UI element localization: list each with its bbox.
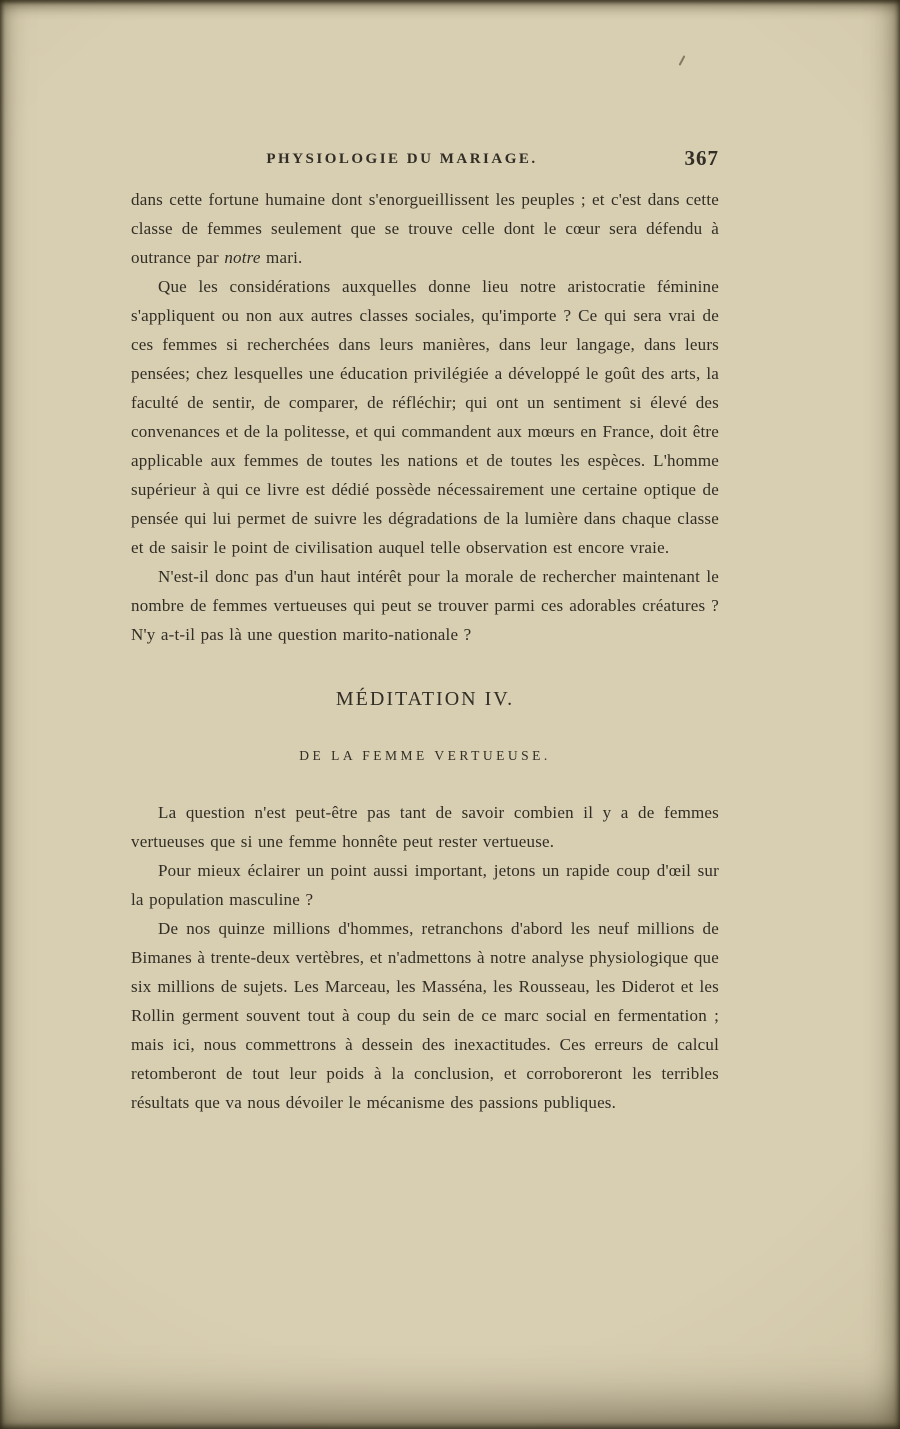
paragraph: N'est-il donc pas d'un haut intérêt pour la morale de rechercher maintenant le nombre de femmes vertueuses qui peut se trouver parmi ces adorables créatures ? N'y a-t-il pas là une question marito-nationale ? xyxy=(131,567,719,644)
page-header xyxy=(131,146,719,176)
paragraph-text: mari. xyxy=(260,248,303,267)
paragraph: Pour mieux éclairer un point aussi important, jetons un rapide coup d'œil sur la population masculine ? xyxy=(131,861,719,909)
paragraph: La question n'est peut-être pas tant de savoir combien il y a de femmes vertueuses que si une femme honnête peut rester vertueuse. xyxy=(131,803,719,851)
paragraph: Que les considérations auxquelles donne lieu notre aristocratie féminine s'appliquent ou non aux autres classes sociales, qu'importe ? Ce qui sera vrai de ces femmes si recherchées dans leurs manières, dans leur langage, dans leurs pensées; chez lesquelles une éducation privilégiée a développé le goût des arts, la faculté de sentir, de comparer, de réfléchir; qui ont un sentiment si élevé des convenances et de la politesse, et qui commandent aux mœurs en France, doit être applicable aux femmes de toutes les nations et de toutes les espèces. L'homme supérieur à qui ce livre est dédié possède nécessairement une certaine optique de pensée qui lui permet de suivre les dégradations de la lumière dans chaque classe et de saisir le point de civilisation auquel telle observation est encore vraie. xyxy=(131,277,719,557)
page-number: 367 xyxy=(684,146,719,170)
scan-artifact-mark xyxy=(679,55,686,66)
paragraph-text: dans cette fortune humaine dont s'enorgueillissent les peuples ; et c'est dans cette classe de femmes seulement que se trouve celle dont le cœur sera défendu à outrance par xyxy=(131,190,719,267)
running-title: PHYSIOLOGIE DU MARIAGE. xyxy=(266,151,538,167)
chapter-heading: MÉDITATION IV. xyxy=(335,688,515,710)
italic-word: notre xyxy=(224,248,261,267)
paragraph-continuation xyxy=(131,185,719,272)
page-content xyxy=(131,146,719,1117)
chapter-subheading: DE LA FEMME VERTUEUSE. xyxy=(299,748,551,763)
paragraph: De nos quinze millions d'hommes, retranchons d'abord les neuf millions de Bimanes à trente-deux vertèbres, et n'admettons à notre analyse physiologique que six millions de sujets. Les Marceau, les Masséna, les Rousseau, les Diderot et les Rollin germent souvent tout à coup du sein de ce marc social en fermentation ; mais ici, nous commettrons à dessein des inexactitudes. Ces erreurs de calcul retomberont de tout leur poids à la conclusion, et corroboreront les terribles résultats que va nous dévoiler le mécanisme des passions publiques. xyxy=(131,919,719,1112)
